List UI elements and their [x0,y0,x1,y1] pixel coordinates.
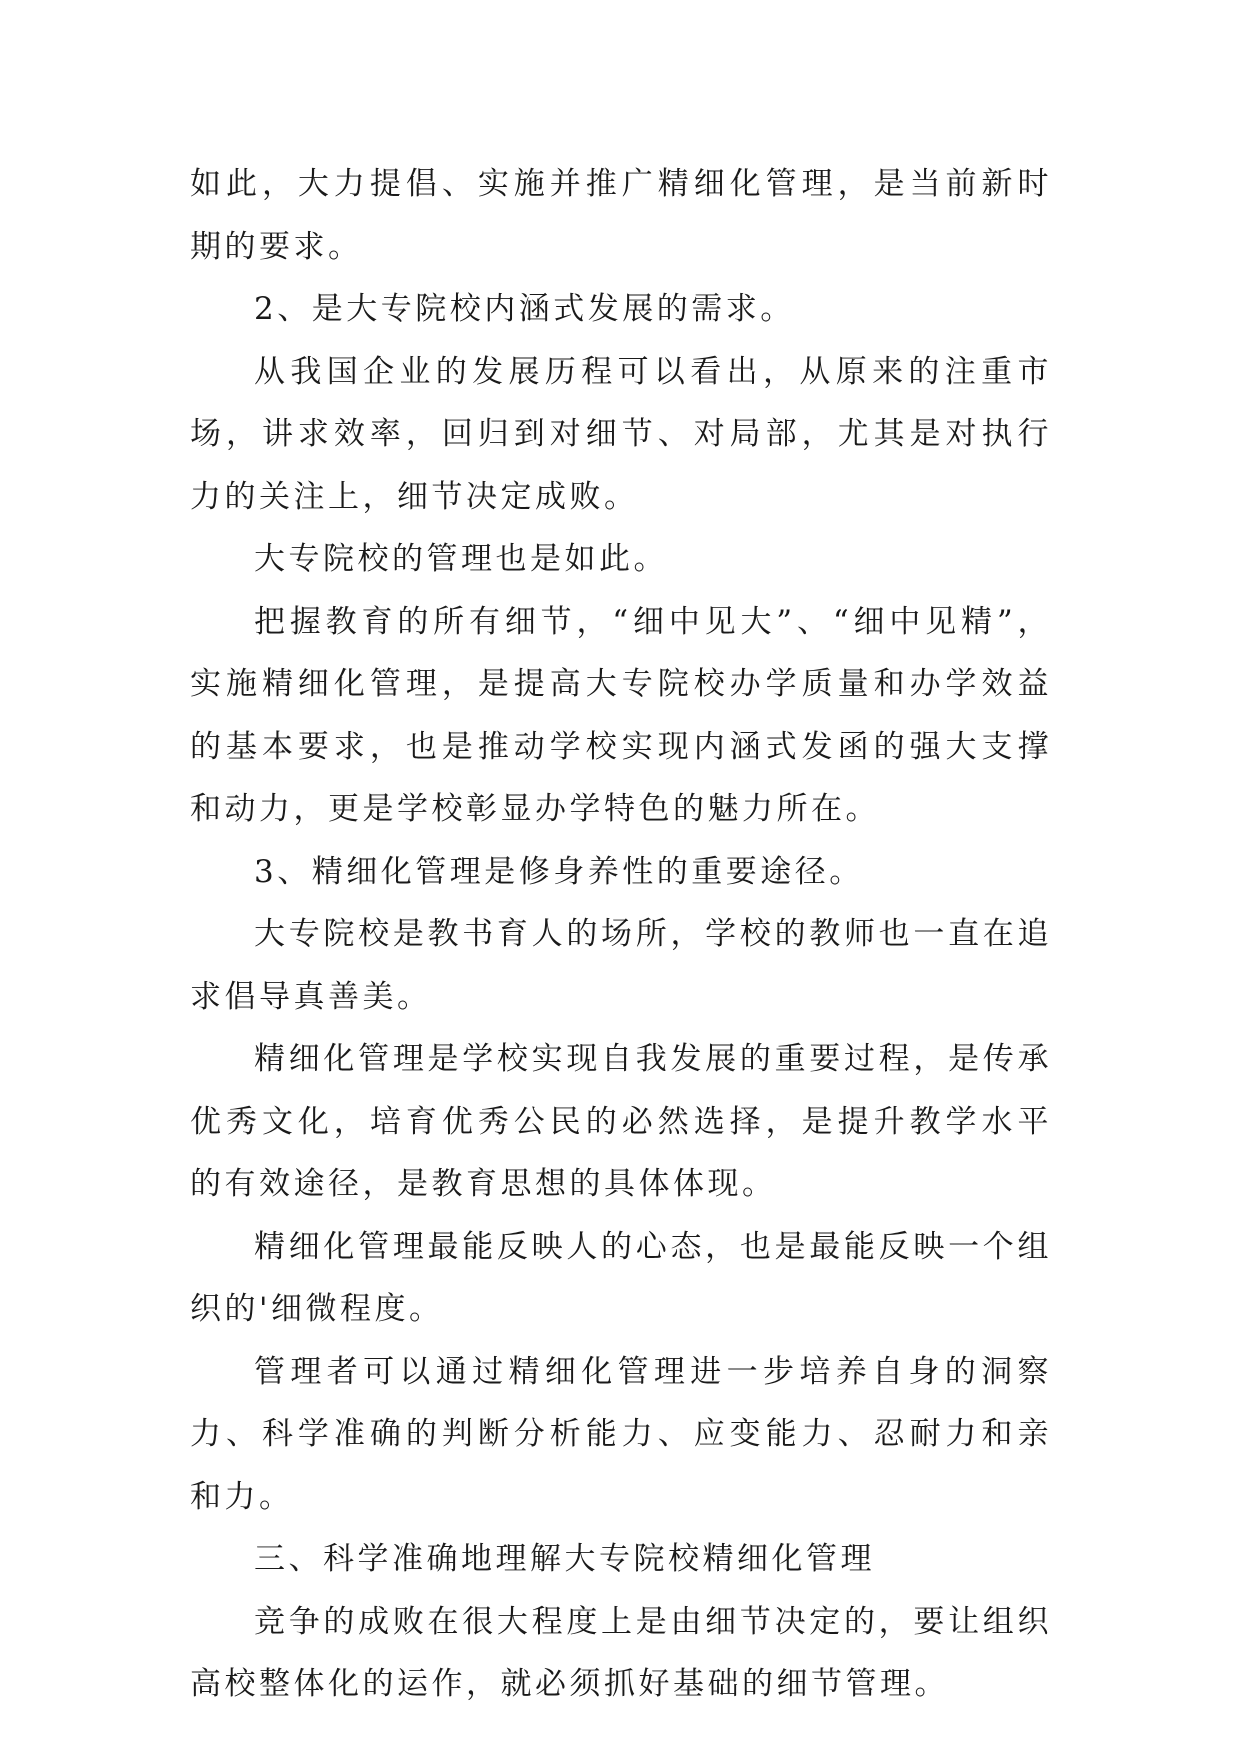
section-heading-3: 3、精细化管理是修身养性的重要途径。 [254,853,864,890]
section-heading-three: 三、科学准确地理解大专院校精细化管理 [254,1541,875,1577]
paragraph: 精细化管理最能反映人的心态，也是最能反映一个组织的'细微程度。 [190,1228,1052,1327]
paragraph: 大专院校是教书育人的场所，学校的教师也一直在追求倡导真善美。 [190,916,1052,1015]
paragraph: 管理者可以通过精细化管理进一步培养自身的洞察力、科学准确的判断分析能力、应变能力、忍耐力和亲和力。 [190,1353,1052,1515]
paragraph: 精细化管理是学校实现自我发展的重要过程，是传承优秀文化，培育优秀公民的必然选择，是提升教学水平的有效途径，是教育思想的具体体现。 [190,1041,1052,1202]
paragraph: 竞争的成败在很大程度上是由细节决定的，要让组织高校整体化的运作，就必须抓好基础的细节管理。 [190,1603,1052,1702]
paragraph: 从我国企业的发展历程可以看出，从原来的注重市场，讲求效率，回归到对细节、对局部，尤其是对执行力的关注上，细节决定成败。 [190,353,1052,515]
paragraph-continuation: 如此，大力提倡、实施并推广精细化管理，是当前新时期的要求。 [190,166,1052,265]
paragraph: 把握教育的所有细节，“细中见大”、“细中见精”，实施精细化管理，是提高大专院校办学质量和办学效益的基本要求，也是推动学校实现内涵式发函的强大支撑和动力，更是学校彰显办学特色的魅力所在。 [190,603,1052,827]
section-heading-2: 2、是大专院校内涵式发展的需求。 [254,291,795,327]
document-body [190,153,1052,1716]
paragraph: 大专院校的管理也是如此。 [254,541,668,577]
